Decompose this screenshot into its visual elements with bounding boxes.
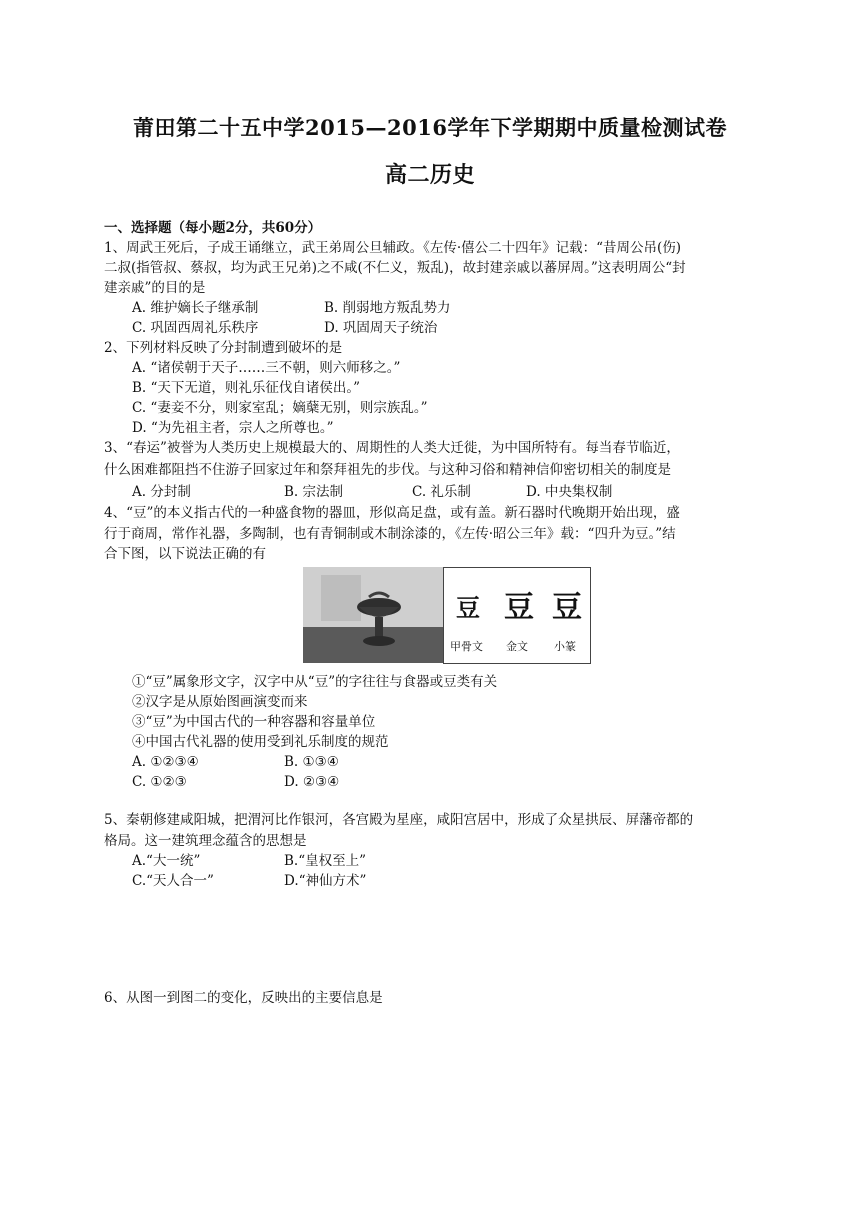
glyph-label: 金文 [506, 640, 528, 653]
bronze-script-glyph: 豆 [504, 590, 534, 625]
question-2-option-b: B. “天下无道，则礼乐征伐自诸侯出。” [132, 380, 361, 396]
question-2-option-a: A. “诸侯朝于天子……三不朝，则六师移之。” [132, 360, 401, 376]
question-5-option-a: A.“大一统” [132, 853, 201, 869]
question-4-statement: ④中国古代礼器的使用受到礼乐制度的规范 [132, 734, 389, 750]
question-1-option-c: C. 巩固西周礼乐秩序 [132, 320, 259, 336]
question-1-option-a: A. 维护嫡长子继承制 [132, 300, 259, 316]
question-3-option-d: D. 中央集权制 [526, 484, 613, 500]
question-4-option-b: B. ①③④ [284, 754, 339, 770]
question-4-stem-line: 行于商周，常作礼器，多陶制，也有青铜制或木制涂漆的，《左传·昭公三年》载：“四升为豆。”结 [104, 526, 676, 542]
exam-title: 莆田第二十五中学2015—2016学年下学期期中质量检测试卷 [133, 115, 727, 140]
question-1-stem-line: 建亲戚”的目的是 [104, 280, 206, 296]
bronze-vessel-illustration [303, 567, 443, 663]
question-5-stem-line: 5、秦朝修建咸阳城，把渭河比作银河，各宫殿为星座，咸阳宫居中，形成了众星拱辰、屏藩帝都的 [104, 812, 694, 828]
oracle-bone-glyph: 豆 [456, 593, 480, 622]
question-2-stem: 2、下列材料反映了分封制遭到破坏的是 [104, 340, 343, 356]
question-6-stem: 6、从图一到图二的变化，反映出的主要信息是 [104, 990, 383, 1006]
question-5-option-d: D.“神仙方术” [284, 873, 367, 889]
question-4-stem-line: 4、“豆”的本义指古代的一种盛食物的器皿，形似高足盘，或有盖。新石器时代晚期开始出现，盛 [104, 505, 680, 521]
question-3-option-b: B. 宗法制 [284, 484, 344, 500]
glyph-label: 甲骨文 [450, 640, 483, 653]
question-1-option-d: D. 巩固周天子统治 [324, 320, 438, 336]
question-4-stem-line: 合下图，以下说法正确的有 [104, 546, 266, 562]
question-4-option-c: C. ①②③ [132, 774, 187, 790]
dou-character-evolution [443, 567, 591, 664]
question-5-stem-line: 格局。这一建筑理念蕴含的思想是 [104, 833, 307, 849]
question-5-option-c: C.“天人合一” [132, 873, 214, 889]
question-1-option-b: B. 削弱地方叛乱势力 [324, 300, 451, 316]
question-1-stem-line: 二叔(指管叔、蔡叔，均为武王兄弟)之不咸(不仁义，叛乱)，故封建亲戚以蕃屏周。”这表明周公“封 [104, 260, 686, 276]
question-3-option-c: C. 礼乐制 [412, 484, 471, 500]
glyph-label: 小篆 [554, 640, 576, 653]
seal-script-glyph: 豆 [552, 590, 582, 625]
question-3-stem-line: 3、“春运”被誉为人类历史上规模最大的、周期性的人类大迁徙，为中国所特有。每当春节临近， [104, 440, 680, 456]
question-4-option-d: D. ②③④ [284, 774, 340, 790]
bronze-dou-photo [303, 567, 443, 663]
question-1-stem-line: 1、周武王死后，子成王诵继立，武王弟周公旦辅政。《左传·僖公二十四年》记载：“昔周公吊(伤) [104, 240, 682, 256]
question-4-statement: ②汉字是从原始图画演变而来 [132, 694, 308, 710]
exam-subject: 高二历史 [384, 162, 475, 188]
section-heading: 一、选择题（每小题2分，共60分） [104, 220, 322, 236]
question-2-option-d: D. “为先祖主者，宗人之所尊也。” [132, 420, 334, 436]
question-4-statement: ①“豆”属象形文字，汉字中从“豆”的字往往与食器或豆类有关 [132, 674, 498, 690]
question-5-option-b: B.“皇权至上” [284, 853, 367, 869]
question-4-statement: ③“豆”为中国古代的一种容器和容量单位 [132, 714, 376, 730]
question-4-option-a: A. ①②③④ [132, 754, 199, 770]
question-3-stem-line: 什么困难都阻挡不住游子回家过年和祭拜祖先的步伐。与这种习俗和精神信仰密切相关的制度是 [104, 462, 671, 478]
question-2-option-c: C. “妻妾不分，则家室乱；嫡蘖无别，则宗族乱。” [132, 400, 428, 416]
question-3-option-a: A. 分封制 [132, 484, 191, 500]
